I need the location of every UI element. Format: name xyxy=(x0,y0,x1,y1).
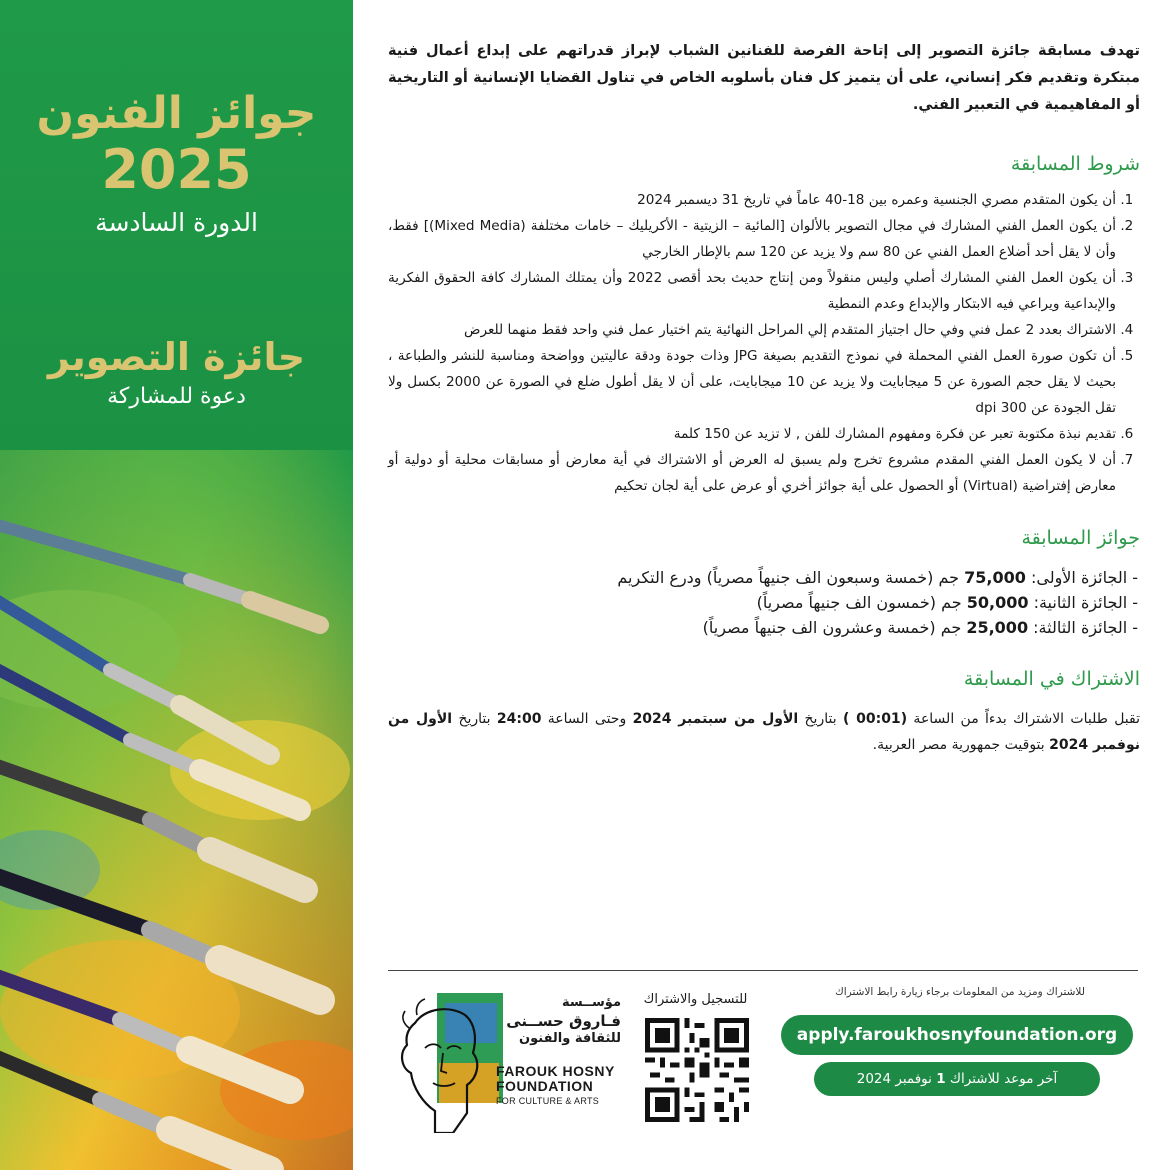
list-item: 5. أن تكون صورة العمل الفني المحملة في نموذج التقديم بصيغة JPG وذات جودة ودقة عاليتين وواضحة ومناسبة للنشر والطباعة ، بحيث لا يقل حجم الصورة عن 5 ميجابايت ولا يزيد عن 10 ميجابايت، على أن لا يقل أطول ضلع في الصورة عن 2000 بكسل ولا تقل الجودة عن 300 dpi xyxy=(388,343,1116,421)
left-banner xyxy=(0,0,353,1170)
qr-code-icon[interactable] xyxy=(645,1018,749,1122)
banner-title: جوائز الفنون xyxy=(36,88,317,139)
list-item: 3. أن يكون العمل الفني المشارك أصلي وليس منقولاً ومن إنتاج حديث بحد أقصى 2022 وأن يمتلك المشارك كافة الحقوق الفكرية والإبداعية ويراعي فيه الابتكار والإبداع وعدم النمطية xyxy=(388,265,1116,317)
list-item: 1. أن يكون المتقدم مصري الجنسية وعمره بين 18-40 عاماً في تاريخ 31 ديسمبر 2024 xyxy=(388,187,1116,213)
footer-divider xyxy=(388,970,1138,971)
banner-call: دعوة للمشاركة xyxy=(107,384,246,409)
deadline-badge: آخر موعد للاشتراك 1 نوفمبر 2024 xyxy=(814,1062,1100,1096)
paintbrushes-image xyxy=(0,450,353,1170)
info-note: للاشتراك ومزيد من المعلومات برجاء زيارة رابط الاشتراك xyxy=(835,986,1085,998)
foundation-logo-icon xyxy=(395,993,505,1133)
prizes-heading: جوائز المسابقة xyxy=(1021,527,1140,549)
foundation-name-english: FAROUK HOSNY FOUNDATION FOR CULTURE & ARTS xyxy=(496,1063,615,1106)
banner-edition: الدورة السادسة xyxy=(95,208,258,237)
prize-first: - الجائزة الأولى: 75,000 جم (خمسة وسبعون الف جنيهاً مصرياً) ودرع التكريم xyxy=(617,568,1138,587)
foundation-name-arabic: مؤســسة فـاروق حســنى للثقافة والفنون xyxy=(506,995,621,1046)
registration-paragraph: تقبل طلبات الاشتراك بدءاً من الساعة (00:01 ) بتاريخ الأول من سبتمبر 2024 وحتى الساعة 24:00 بتاريخ الأول من نوفمبر 2024 بتوقيت جمهورية مصر العربية. xyxy=(388,711,1141,753)
registration-heading: الاشتراك في المسابقة xyxy=(963,668,1140,690)
terms-list xyxy=(388,187,1140,499)
prizes-list xyxy=(388,565,1140,640)
terms-heading: شروط المسابقة xyxy=(1010,153,1140,175)
list-item: 6. تقديم نبذة مكتوبة تعبر عن فكرة ومفهوم المشارك للفن , لا تزيد عن 150 كلمة xyxy=(388,421,1116,447)
list-item: 7. أن لا يكون العمل الفني المقدم مشروع تخرج ولم يسبق له العرض أو الاشتراك في أية معارض أو مسابقات محلية أو دولية أو معارض إفتراضية (Virtual) أو الحصول على أية جوائز أخري أو عرض على أية لجان تحكيم xyxy=(388,447,1116,499)
main-content xyxy=(388,38,1140,758)
list-item: 4. الاشتراك بعدد 2 عمل فني وفي حال اجتياز المتقدم إلي المراحل النهائية يتم اختيار عمل فني واحد فقط منهما للعرض xyxy=(388,317,1116,343)
qr-label: للتسجيل والاشتراك xyxy=(643,992,748,1007)
list-item: 2. أن يكون العمل الفني المشارك في مجال التصوير بالألوان [المائية – الزيتية - الأكريليك – خامات مختلفة (Mixed Media)] فقط، وأن لا يقل أحد أضلاع العمل الفني عن 80 سم ولا يزيد عن 120 سم بالإطار الخارجي xyxy=(388,213,1116,265)
banner-year: 2025 xyxy=(101,138,252,201)
intro-paragraph: تهدف مسابقة جائزة التصوير إلى إتاحة الفرصة للفنانين الشباب لإبراز قدراتهم على إبداع أعمال فنية مبتكرة وتقديم فكر إنساني، على أن يتميز كل فنان بأسلوبه الخاص في تناول القضايا الإنسانية أو التاريخية أو المفاهيمية في التعبير الفني. xyxy=(388,43,1140,113)
prize-third: - الجائزة الثالثة: 25,000 جم (خمسة وعشرون الف جنيهاً مصرياً) xyxy=(702,618,1138,637)
prize-second: - الجائزة الثانية: 50,000 جم (خمسون الف جنيهاً مصرياً) xyxy=(756,593,1138,612)
banner-prize-name: جائزة التصوير xyxy=(47,335,306,379)
registration-link[interactable]: apply.faroukhosnyfoundation.org xyxy=(781,1015,1133,1055)
